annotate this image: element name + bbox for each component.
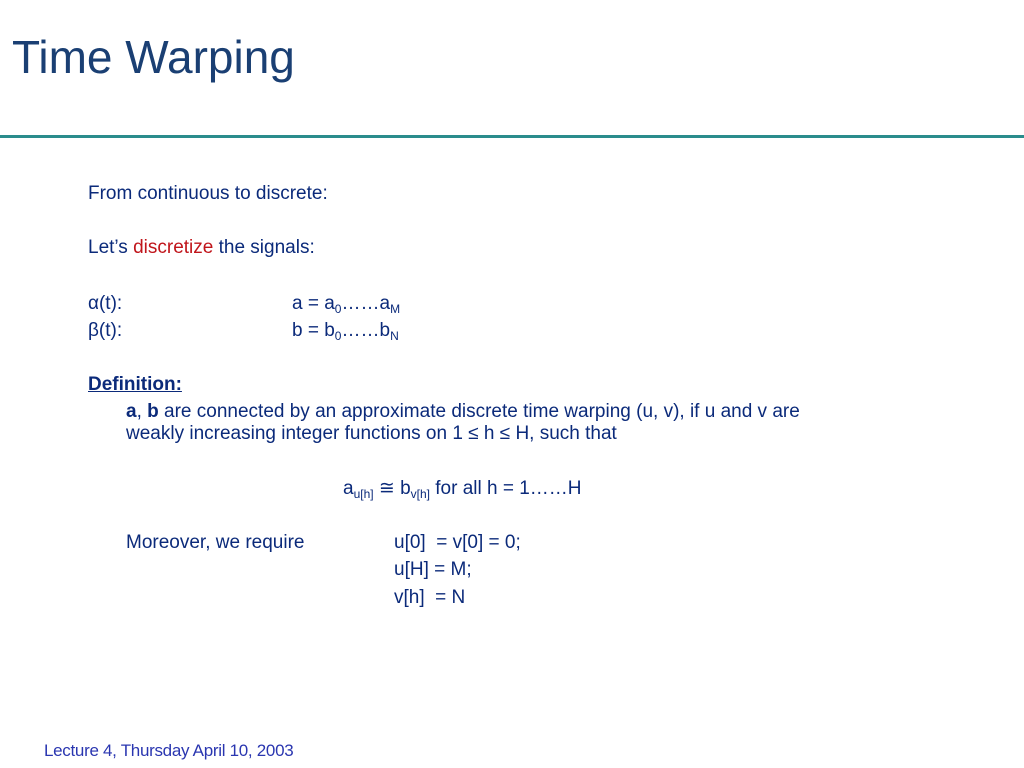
title-divider [0, 135, 1024, 138]
requirement-1: u[0] = v[0] = 0; [394, 532, 521, 553]
definition-heading: Definition: [88, 374, 182, 395]
slide-title: Time Warping [12, 31, 295, 83]
warping-formula: $a_{u[h]}$ ≅ $b_{v[h]}$ for all h = 1……H [343, 478, 582, 501]
alpha-expression: $a = a_0\dots\dots a_M$ [292, 293, 401, 316]
beta-expression: $b = b_0\dots\dots b_N$ [292, 320, 399, 343]
requirement-2: u[H] = M; [394, 559, 472, 580]
lets-prefix: Let’s [88, 237, 134, 258]
lets-suffix: the signals: [213, 237, 315, 258]
definition-line-1: a, b are connected by an approximate discrete time warping (u, v), if u and v are [126, 401, 800, 422]
footer-lecture-info: Lecture 4, Thursday April 10, 2003 [44, 741, 294, 760]
beta-label: β(t): [88, 320, 123, 341]
discretize-highlight: discretize [133, 237, 214, 258]
moreover-label: Moreover, we require [126, 532, 305, 553]
alpha-label: α(t): [88, 293, 123, 314]
definition-line-2: weakly increasing integer functions on 1 ≤ h ≤ H, such that [126, 423, 617, 444]
discretize-line [88, 237, 315, 259]
requirement-3: v[h] = N [394, 587, 466, 608]
intro-text: From continuous to discrete: [88, 183, 328, 204]
